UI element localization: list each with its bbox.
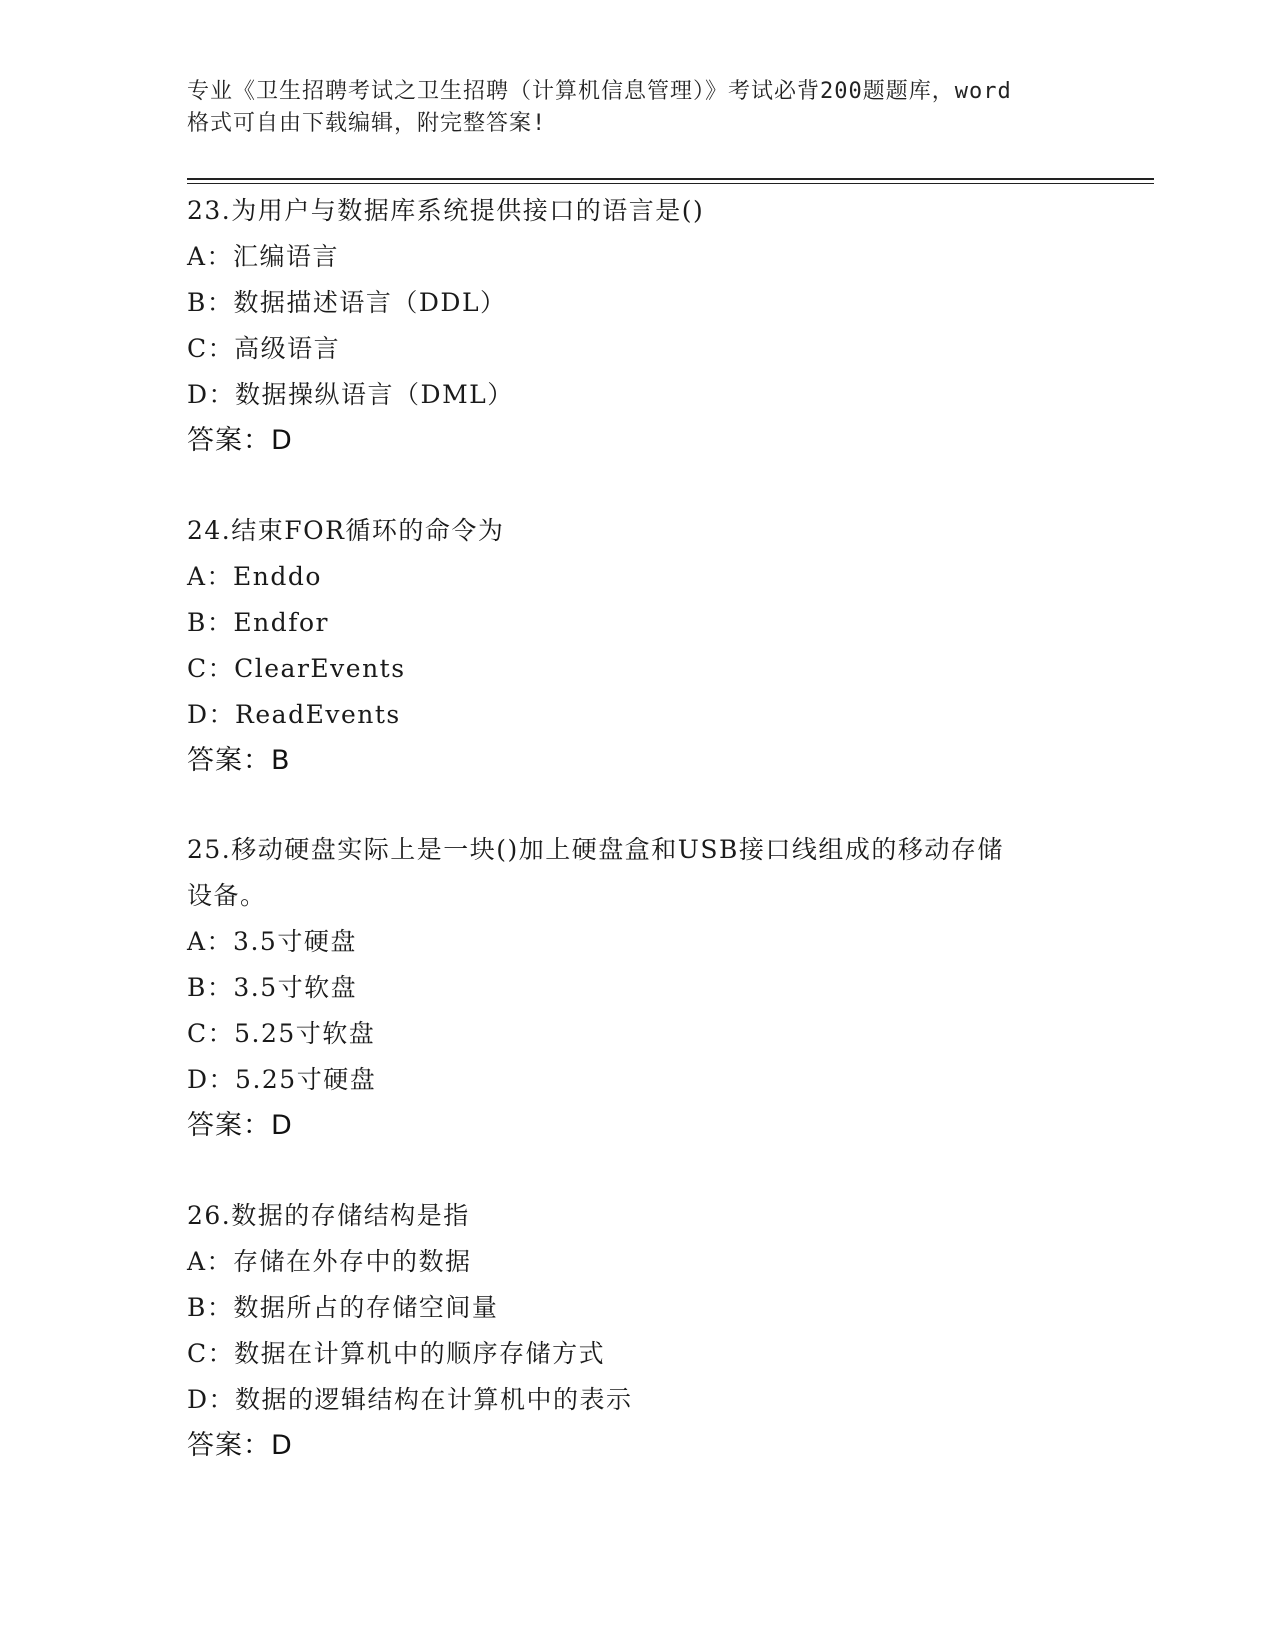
answer-label: 答案：D: [187, 1430, 293, 1461]
option-a: A：存储在外存中的数据: [187, 1247, 472, 1276]
option-d: D：5.25寸硬盘: [187, 1065, 377, 1094]
document-header: [187, 76, 1087, 140]
header-divider-thick: [187, 178, 1154, 180]
header-divider-thin: [187, 183, 1154, 184]
option-a: A：汇编语言: [187, 242, 340, 271]
option-c: C：高级语言: [187, 334, 341, 363]
option-d: D：数据操纵语言（DML）: [187, 380, 514, 409]
answer-label: 答案：D: [187, 1110, 293, 1141]
option-d: D：ReadEvents: [187, 700, 401, 729]
question-stem: 24.结束FOR循环的命令为: [187, 516, 505, 545]
option-c: C：5.25寸软盘: [187, 1019, 376, 1048]
question-stem-line-2: 设备。: [187, 881, 267, 910]
answer-label: 答案：D: [187, 425, 293, 456]
option-c: C：数据在计算机中的顺序存储方式: [187, 1339, 606, 1368]
option-b: B：数据描述语言（DDL）: [187, 288, 507, 317]
answer-label: 答案：B: [187, 745, 291, 776]
option-c: C：ClearEvents: [187, 654, 406, 683]
option-b: B：3.5寸软盘: [187, 973, 358, 1002]
option-b: B：Endfor: [187, 608, 329, 637]
option-d: D：数据的逻辑结构在计算机中的表示: [187, 1385, 633, 1414]
option-a: A：Enddo: [187, 562, 322, 591]
question-26: [187, 1193, 1087, 1469]
header-line-2: 格式可自由下载编辑，附完整答案!: [187, 111, 547, 136]
question-stem: 26.数据的存储结构是指: [187, 1201, 470, 1230]
question-24: [187, 508, 1087, 784]
question-25: [187, 827, 1087, 1149]
option-b: B：数据所占的存储空间量: [187, 1293, 499, 1322]
option-a: A：3.5寸硬盘: [187, 927, 357, 956]
header-line-1: 专业《卫生招聘考试之卫生招聘（计算机信息管理）》考试必背200题题库，word: [187, 79, 1012, 104]
question-stem-line-1: 25.移动硬盘实际上是一块()加上硬盘盒和USB接口线组成的移动存储: [187, 835, 1004, 864]
question-stem: 23.为用户与数据库系统提供接口的语言是(): [187, 196, 705, 225]
question-23: [187, 188, 1087, 464]
